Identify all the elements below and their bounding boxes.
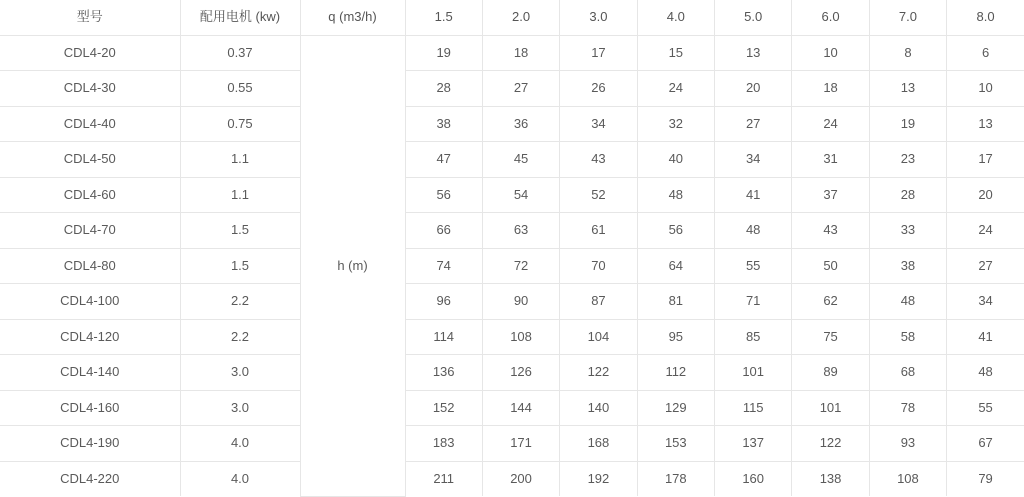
header-flow-value: 7.0	[869, 0, 946, 35]
cell-head-value: 66	[405, 213, 482, 249]
cell-head-value: 26	[560, 71, 637, 107]
cell-head-value: 129	[637, 390, 714, 426]
cell-head-value: 90	[482, 284, 559, 320]
cell-head-value: 108	[482, 319, 559, 355]
header-flow-value: 6.0	[792, 0, 869, 35]
cell-head-value: 27	[482, 71, 559, 107]
cell-head-value: 28	[869, 177, 946, 213]
cell-head-value: 50	[792, 248, 869, 284]
header-flow-value: 2.0	[482, 0, 559, 35]
cell-model: CDL4-30	[0, 71, 180, 107]
cell-head-value: 54	[482, 177, 559, 213]
cell-head-value: 28	[405, 71, 482, 107]
cell-head-value: 112	[637, 355, 714, 391]
cell-head-value: 10	[792, 35, 869, 71]
cell-head-value: 138	[792, 461, 869, 496]
cell-head-value: 48	[947, 355, 1024, 391]
header-model: 型号	[0, 0, 180, 35]
cell-head-value: 13	[715, 35, 792, 71]
cell-head-value: 18	[792, 71, 869, 107]
cell-head-value: 211	[405, 461, 482, 496]
cell-head-value: 34	[715, 142, 792, 178]
cell-model: CDL4-80	[0, 248, 180, 284]
cell-head-value: 74	[405, 248, 482, 284]
cell-head-value: 24	[792, 106, 869, 142]
cell-motor-power: 0.75	[180, 106, 300, 142]
cell-head-value: 40	[637, 142, 714, 178]
cell-head-value: 153	[637, 426, 714, 462]
cell-model: CDL4-140	[0, 355, 180, 391]
cell-head-value: 48	[869, 284, 946, 320]
cell-head-value: 152	[405, 390, 482, 426]
cell-head-value: 17	[560, 35, 637, 71]
table-row	[0, 461, 1024, 496]
cell-head-value: 20	[715, 71, 792, 107]
cell-head-value: 61	[560, 213, 637, 249]
cell-model: CDL4-20	[0, 35, 180, 71]
cell-head-value: 55	[715, 248, 792, 284]
cell-motor-power: 0.37	[180, 35, 300, 71]
cell-head-value: 13	[869, 71, 946, 107]
cell-head-value: 171	[482, 426, 559, 462]
cell-head-value: 37	[792, 177, 869, 213]
cell-head-value: 122	[560, 355, 637, 391]
cell-head-value: 10	[947, 71, 1024, 107]
table-row	[0, 248, 1024, 284]
cell-head-value: 55	[947, 390, 1024, 426]
cell-head-value: 75	[792, 319, 869, 355]
table-row	[0, 35, 1024, 71]
table-row	[0, 71, 1024, 107]
cell-model: CDL4-120	[0, 319, 180, 355]
cell-head-value: 62	[792, 284, 869, 320]
table-row	[0, 319, 1024, 355]
cell-head-value: 70	[560, 248, 637, 284]
cell-head-value: 8	[869, 35, 946, 71]
cell-head-value: 68	[869, 355, 946, 391]
cell-head-value: 81	[637, 284, 714, 320]
cell-head-value: 168	[560, 426, 637, 462]
cell-head-value: 79	[947, 461, 1024, 496]
head-label-cell: h (m)	[300, 35, 405, 496]
cell-head-value: 58	[869, 319, 946, 355]
cell-head-value: 13	[947, 106, 1024, 142]
cell-head-value: 38	[869, 248, 946, 284]
cell-head-value: 101	[715, 355, 792, 391]
cell-model: CDL4-60	[0, 177, 180, 213]
cell-head-value: 27	[715, 106, 792, 142]
cell-head-value: 126	[482, 355, 559, 391]
table-row	[0, 426, 1024, 462]
table-row	[0, 213, 1024, 249]
cell-head-value: 67	[947, 426, 1024, 462]
cell-motor-power: 4.0	[180, 426, 300, 462]
cell-head-value: 15	[637, 35, 714, 71]
cell-model: CDL4-40	[0, 106, 180, 142]
table-header-row	[0, 0, 1024, 35]
cell-motor-power: 4.0	[180, 461, 300, 496]
cell-head-value: 36	[482, 106, 559, 142]
cell-head-value: 122	[792, 426, 869, 462]
cell-head-value: 56	[405, 177, 482, 213]
header-flow-value: 5.0	[715, 0, 792, 35]
cell-head-value: 200	[482, 461, 559, 496]
cell-head-value: 140	[560, 390, 637, 426]
cell-model: CDL4-160	[0, 390, 180, 426]
table-row	[0, 106, 1024, 142]
cell-head-value: 63	[482, 213, 559, 249]
cell-head-value: 33	[869, 213, 946, 249]
cell-head-value: 101	[792, 390, 869, 426]
cell-head-value: 47	[405, 142, 482, 178]
cell-motor-power: 2.2	[180, 284, 300, 320]
cell-head-value: 48	[715, 213, 792, 249]
cell-head-value: 89	[792, 355, 869, 391]
cell-motor-power: 1.1	[180, 177, 300, 213]
cell-head-value: 160	[715, 461, 792, 496]
cell-head-value: 41	[947, 319, 1024, 355]
cell-motor-power: 1.1	[180, 142, 300, 178]
cell-head-value: 93	[869, 426, 946, 462]
table-row	[0, 177, 1024, 213]
table-row	[0, 355, 1024, 391]
cell-motor-power: 0.55	[180, 71, 300, 107]
cell-model: CDL4-70	[0, 213, 180, 249]
cell-head-value: 144	[482, 390, 559, 426]
header-flow-value: 1.5	[405, 0, 482, 35]
cell-head-value: 24	[637, 71, 714, 107]
header-motor-power: 配用电机 (kw)	[180, 0, 300, 35]
cell-head-value: 38	[405, 106, 482, 142]
cell-head-value: 137	[715, 426, 792, 462]
cell-head-value: 136	[405, 355, 482, 391]
cell-motor-power: 3.0	[180, 390, 300, 426]
cell-head-value: 41	[715, 177, 792, 213]
cell-motor-power: 3.0	[180, 355, 300, 391]
cell-head-value: 45	[482, 142, 559, 178]
cell-head-value: 87	[560, 284, 637, 320]
cell-model: CDL4-190	[0, 426, 180, 462]
cell-head-value: 56	[637, 213, 714, 249]
cell-head-value: 64	[637, 248, 714, 284]
header-flow-value: 3.0	[560, 0, 637, 35]
cell-head-value: 115	[715, 390, 792, 426]
cell-head-value: 34	[947, 284, 1024, 320]
cell-head-value: 71	[715, 284, 792, 320]
cell-motor-power: 1.5	[180, 213, 300, 249]
cell-head-value: 17	[947, 142, 1024, 178]
cell-head-value: 31	[792, 142, 869, 178]
cell-head-value: 24	[947, 213, 1024, 249]
cell-head-value: 183	[405, 426, 482, 462]
cell-head-value: 20	[947, 177, 1024, 213]
cell-head-value: 52	[560, 177, 637, 213]
cell-head-value: 72	[482, 248, 559, 284]
cell-motor-power: 2.2	[180, 319, 300, 355]
cell-model: CDL4-220	[0, 461, 180, 496]
cell-head-value: 18	[482, 35, 559, 71]
header-flow-value: 8.0	[947, 0, 1024, 35]
cell-head-value: 27	[947, 248, 1024, 284]
cell-model: CDL4-100	[0, 284, 180, 320]
header-flow-label: q (m3/h)	[300, 0, 405, 35]
table-row	[0, 390, 1024, 426]
cell-head-value: 104	[560, 319, 637, 355]
cell-head-value: 95	[637, 319, 714, 355]
cell-head-value: 43	[560, 142, 637, 178]
cell-head-value: 178	[637, 461, 714, 496]
cell-head-value: 78	[869, 390, 946, 426]
cell-head-value: 6	[947, 35, 1024, 71]
cell-head-value: 34	[560, 106, 637, 142]
cell-head-value: 23	[869, 142, 946, 178]
cell-head-value: 85	[715, 319, 792, 355]
cell-head-value: 19	[405, 35, 482, 71]
cell-head-value: 19	[869, 106, 946, 142]
table-row	[0, 284, 1024, 320]
cell-head-value: 114	[405, 319, 482, 355]
cell-motor-power: 1.5	[180, 248, 300, 284]
cell-head-value: 48	[637, 177, 714, 213]
cell-head-value: 43	[792, 213, 869, 249]
cell-head-value: 108	[869, 461, 946, 496]
cell-head-value: 96	[405, 284, 482, 320]
cell-head-value: 192	[560, 461, 637, 496]
cell-head-value: 32	[637, 106, 714, 142]
header-flow-value: 4.0	[637, 0, 714, 35]
cell-model: CDL4-50	[0, 142, 180, 178]
table-row	[0, 142, 1024, 178]
